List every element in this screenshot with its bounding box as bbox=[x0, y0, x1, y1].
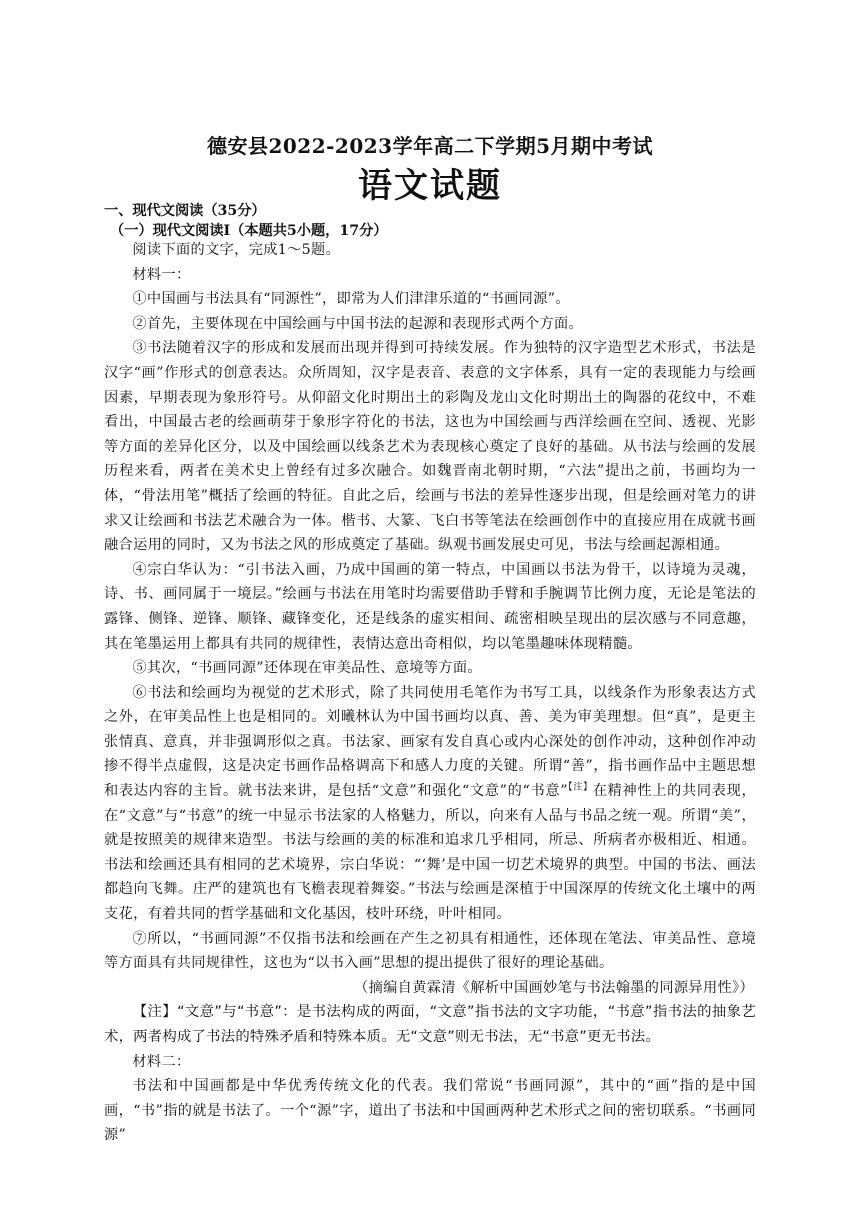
paragraph: ①中国画与书法具有“同源性”，即常为人们津津乐道的“书画同源”。 bbox=[132, 291, 570, 308]
paragraph: ③书法随着汉字的形成和发展而出现并得到可持续发展。作为独特的汉字造型艺术形式，书法是汉字“画”作形式的创意表达。众所周知，汉字是表音、表意的文字体系，具有一定的表现能力与绘画因素，早期表现为象形符号。从仰韶文化时期出土的彩陶及龙山文化时期出土的陶器的花纹中，不难看出，中国最古老的绘画萌芽于象形字符化的书法，这也为中国绘画与西洋绘画在空间、透视、光影等方面的差异化区分，以及中国绘画以线条艺术为表现核心奠定了良好的基础。从书法与绘画的发展历程来看，两者在美术史上曾经有过多次融合。如魏晋南北朝时期，“六法”提出之前，书画均为一体，“骨法用笔”概括了绘画的特征。自此之后，绘画与书法的差异性逐步出现，但是绘画对笔力的讲求又让绘画和书法艺术融合为一体。楷书、大篆、飞白书等笔法在绘画创作中的直接应用在成就书画融合运用的同时，又为书法之风的形成奠定了基础。纵观书画发展史可见，书法与绘画起源相通。 bbox=[104, 340, 756, 554]
paragraph: 书法和中国画都是中华优秀传统文化的代表。我们常说“书画同源”，其中的“画”指的是中国画，“书”指的就是书法了。一个“源”字，道出了书法和中国画两种艺术形式之间的密切联系。“书画同源” bbox=[104, 1078, 756, 1144]
source-citation: （摘编自黄霖清《解析中国画妙笔与书法翰墨的同源异用性》） bbox=[354, 979, 754, 996]
subject-title: 语文试题 bbox=[358, 166, 502, 206]
footnote: 【注】“文意”与“书意”：是书法构成的两面，“文意”指书法的文字功能，“书意”指书法的抽象艺术，两者构成了书法的特殊矛盾和特殊本质。无“文意”则无书法，无“书意”更无书法。 bbox=[104, 1004, 756, 1045]
paragraph: ⑤其次，“书画同源”还体现在审美品性、意境等方面。 bbox=[132, 660, 482, 677]
paragraph bbox=[104, 681, 756, 927]
exam-title: 德安县2022-2023学年高二下学期5月期中考试 bbox=[206, 134, 654, 158]
subsection-heading: （一）现代文阅读Ⅰ（本题共5小题，17分） bbox=[110, 223, 388, 239]
paragraph-text: ⑥书法和绘画均为视觉的艺术形式，除了共同使用毛笔作为书写工具，以线条作为形象表达方式之外，在审美品性上也是相同的。刘曦林认为中国书画均以真、善、美为审美理想。但“真”，是更主张情真、意真，并非强调形似之真。书法家、画家有发自真心或内心深处的创作冲动，这种创作冲动掺不得半点虚假，这是决定书画作品格调高下和感人力度的关键。所谓“善”，指书画作品中主题思想和表达内容的主旨。就书法来讲，是包括“文意”和强化“文意”的“书意” bbox=[104, 684, 756, 800]
instructions: 阅读下面的文字，完成1～5题。 bbox=[132, 242, 341, 258]
paragraph: ④宗白华认为：“引书法入画，乃成中国画的第一特点，中国画以书法为骨干，以诗境为灵魂，诗、书、画同属于一境层。”绘画与书法在用笔时均需要借助手臂和手腕调节比例力度，无论是笔法的露锋、侧锋、逆锋、顺锋、藏锋变化，还是线条的虚实相间、疏密相映呈现出的层次感与不同意趣，其在笔墨运用上都具有共同的规律性，表情达意出奇相似，均以笔墨趣味体现精髓。 bbox=[104, 561, 756, 652]
paragraph: ②首先，主要体现在中国绘画与中国书法的起源和表现形式两个方面。 bbox=[132, 315, 584, 332]
reading-passage bbox=[104, 238, 756, 1148]
material-label: 材料二： bbox=[132, 1053, 191, 1070]
paragraph: ⑦所以，“书画同源”不仅指书法和绘画在产生之初具有相通性，还体现在笔法、审美品性、意境等方面具有共同规律性，这也为“以书入画”思想的提出提供了很好的理论基础。 bbox=[104, 930, 756, 972]
footnote-ref: 【注】 bbox=[567, 782, 593, 793]
section-heading: 一、现代文阅读（35分） bbox=[104, 203, 266, 219]
material-label: 材料一： bbox=[132, 266, 191, 283]
paragraph-text: 在精神性上的共同表现，在“文意”与“书意”的统一中显示书法家的人格魅力，所以，向来有人品与书品之统一观。所谓“美”，就是按照美的规律来造型。书法与绘画的美的标准和追求几乎相同，所忌、所病者亦极相近、相通。书法和绘画还具有相同的艺术境界，宗白华说：“‘舞’是中国一切艺术境界的典型。中国的书法、画法都趋向飞舞。庄严的建筑也有飞檐表现着舞姿。”书法与绘画是深植于中国深厚的传统文化土壤中的两支花，有着共同的哲学基础和文化基因，枝叶环绕，叶叶相同。 bbox=[104, 783, 756, 923]
